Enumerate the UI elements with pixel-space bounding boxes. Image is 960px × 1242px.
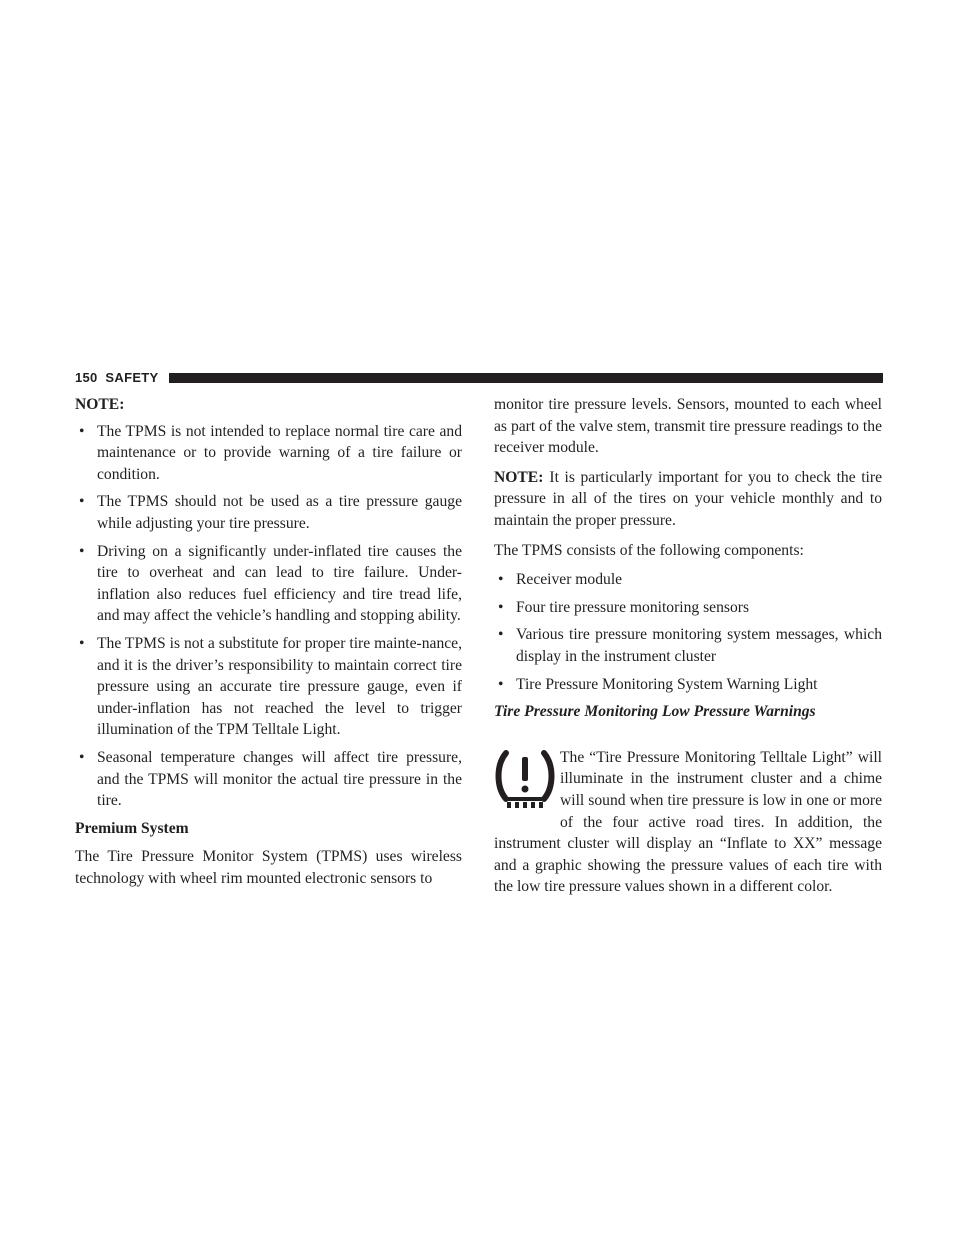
left-column (75, 394, 462, 889)
component-item: • Receiver module (494, 569, 882, 591)
premium-paragraph: The Tire Pressure Monitor System (TPMS) uses wireless technology with wheel rim mounted electronic sensors to (75, 848, 462, 887)
page-label (75, 370, 159, 385)
note-bullet: • The TPMS is not a substitute for proper tire mainte-nance, and it is the driver’s responsibility to maintain correct tire pressure using an accurate tire pressure gauge, even if under-inflation has not reached the level to trigger illumination of the TPM Telltale Light. (79, 634, 462, 739)
note-bullet: • Driving on a significantly under-inflated tire causes the tire to overheat and can lead to tire failure. Under-inflation also reduces fuel efficiency and tire tread life, and may affect the vehicle’s handling and stopping ability. (79, 542, 462, 625)
bullet-dot: • (498, 675, 504, 693)
note-label: NOTE: (494, 468, 544, 486)
right-column (494, 394, 882, 898)
header-rule (169, 373, 883, 383)
bullet-dot: • (79, 748, 85, 766)
page-header (75, 370, 883, 385)
note-paragraph (494, 467, 882, 532)
note-bullet: • The TPMS should not be used as a tire pressure gauge while adjusting your tire pressure. (79, 493, 462, 532)
note-bullet: • The TPMS is not intended to replace normal tire care and maintenance or to provide warning of a tire failure or condition. (79, 422, 462, 483)
section-title: SAFETY (105, 370, 159, 385)
component-item: • Four tire pressure monitoring sensors (494, 597, 882, 619)
bullet-dot: • (498, 598, 504, 616)
note-bullet: • Seasonal temperature changes will affect tire pressure, and the TPMS will monitor the actual tire pressure in the tire. (79, 748, 462, 810)
bullet-dot: • (79, 634, 85, 652)
sensor-paragraph: monitor tire pressure levels. Sensors, mounted to each wheel as part of the valve stem, transmit tire pressure readings to the receiver module. (494, 396, 882, 457)
bullet-dot: • (79, 542, 85, 560)
warnings-heading: Tire Pressure Monitoring Low Pressure Warnings (494, 703, 816, 721)
bullet-dot: • (498, 626, 504, 644)
bullet-dot: • (498, 571, 504, 589)
note-title: NOTE: (75, 396, 125, 413)
warning-paragraph: The “Tire Pressure Monitoring Telltale Light” will illuminate in the instrument cluster and a chime will sound when tire pressure is low in one or more of the four active road tires. In addition, the instrument cluster will display an “Inflate to XX” message and a graphic showing the pressure values of each tire with the low tire pressure values shown in a different color. (494, 748, 882, 896)
tpms-telltale-icon (494, 747, 556, 813)
component-item: • Various tire pressure monitoring system messages, which display in the instrument cluster (498, 626, 882, 665)
premium-heading: Premium System (75, 819, 189, 837)
bullet-dot: • (79, 422, 85, 440)
page-number: 150 (75, 370, 98, 385)
note-text: It is particularly important for you to check the tire pressure in all of the tires on your vehicle monthly and to maintain the proper pressure. (494, 468, 882, 529)
components-intro: The TPMS consists of the following components: (494, 541, 804, 559)
bullet-dot: • (79, 493, 85, 511)
component-item: • Tire Pressure Monitoring System Warning Light (494, 674, 882, 696)
warning-block (494, 747, 882, 898)
